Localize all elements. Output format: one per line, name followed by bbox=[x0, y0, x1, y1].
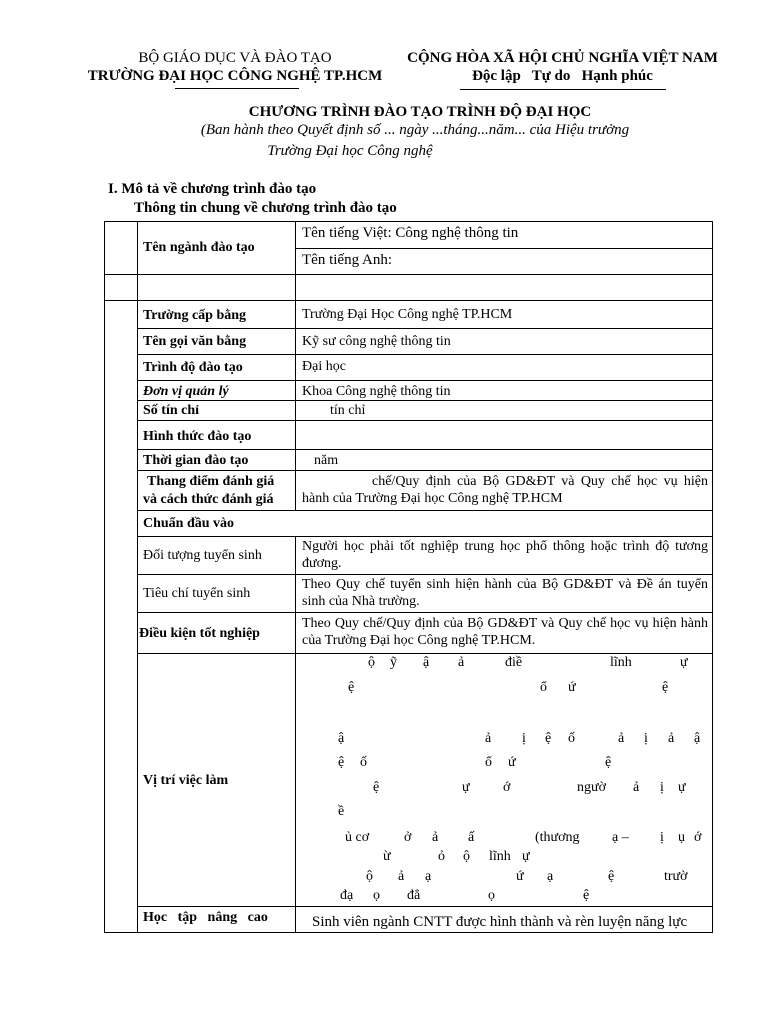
job-fragment: ệ bbox=[608, 869, 615, 884]
job-fragment: ả bbox=[485, 731, 492, 746]
job-fragment: ị bbox=[522, 731, 526, 746]
job-fragment: ự bbox=[522, 849, 530, 864]
job-fragment: ả bbox=[432, 830, 439, 845]
job-fragment: ệ bbox=[338, 755, 345, 770]
university-underline bbox=[175, 88, 299, 89]
job-fragment: ị bbox=[660, 780, 664, 795]
job-fragment: ệ bbox=[373, 780, 380, 795]
job-fragment: ố bbox=[360, 755, 367, 770]
issuer-label: Trường cấp bằng bbox=[143, 308, 247, 323]
program-title: CHƯƠNG TRÌNH ĐÀO TẠO TRÌNH ĐỘ ĐẠI HỌC bbox=[248, 104, 592, 120]
job-fragment: ứ bbox=[516, 869, 524, 884]
job-fragment: (thương bbox=[535, 830, 580, 845]
jobs-label: Vị trí việc làm bbox=[143, 773, 229, 788]
table-border bbox=[137, 328, 713, 329]
motto-underline bbox=[460, 89, 666, 90]
level-label: Trình độ đào tạo bbox=[143, 360, 243, 375]
duration-label: Thời gian đào tạo bbox=[143, 453, 249, 468]
job-fragment: ị bbox=[660, 830, 664, 845]
job-fragment: ụ bbox=[678, 830, 685, 845]
job-fragment: ề bbox=[338, 804, 345, 819]
table-border bbox=[137, 536, 713, 537]
table-border bbox=[295, 221, 296, 511]
further-study-label: Học tập nâng cao bbox=[143, 910, 268, 925]
target-label: Đối tượng tuyển sinh bbox=[143, 548, 262, 563]
entry-label: Chuẩn đầu vào bbox=[143, 516, 235, 531]
table-border bbox=[104, 221, 105, 933]
job-fragment: ổ bbox=[485, 755, 492, 770]
job-fragment: ạ – bbox=[612, 830, 629, 845]
job-fragment: ộ bbox=[366, 869, 373, 884]
major-name-en: Tên tiếng Anh: bbox=[302, 252, 392, 268]
table-border bbox=[137, 574, 713, 575]
job-fragment: lĩnh bbox=[610, 655, 632, 670]
job-fragment: ủ cơ bbox=[345, 830, 370, 845]
job-fragment: ấ bbox=[468, 830, 475, 845]
duration-value: năm bbox=[314, 453, 339, 468]
table-border bbox=[137, 380, 713, 381]
table-border bbox=[137, 510, 713, 511]
ministry-name: BỘ GIÁO DỤC VÀ ĐÀO TẠO bbox=[138, 50, 332, 66]
table-border bbox=[137, 420, 713, 421]
job-fragment: ậ bbox=[338, 731, 345, 746]
job-fragment: ớ bbox=[503, 780, 511, 795]
job-fragment: ệ bbox=[545, 731, 552, 746]
table-border bbox=[137, 449, 713, 450]
job-fragment: ứ bbox=[508, 755, 516, 770]
job-fragment: ả bbox=[618, 731, 625, 746]
table-border bbox=[104, 300, 713, 301]
job-fragment: ệ bbox=[348, 680, 355, 695]
credits-label: Số tín chỉ bbox=[143, 403, 200, 418]
major-name-vi: Tên tiếng Việt: Công nghệ thông tin bbox=[302, 225, 519, 241]
job-fragment: ả bbox=[458, 655, 465, 670]
table-border bbox=[137, 354, 713, 355]
job-fragment: ả bbox=[668, 731, 675, 746]
table-border bbox=[137, 400, 713, 401]
job-fragment: ệ bbox=[662, 680, 669, 695]
job-fragment: ệ bbox=[605, 755, 612, 770]
table-border bbox=[137, 470, 713, 471]
table-border bbox=[137, 906, 713, 907]
job-fragment: ộ bbox=[368, 655, 375, 670]
job-fragment: ọ bbox=[488, 888, 495, 903]
job-fragment: ả bbox=[633, 780, 640, 795]
job-fragment: ả bbox=[398, 869, 405, 884]
table-border bbox=[295, 248, 713, 249]
credits-value: tín chỉ bbox=[330, 403, 366, 418]
grading-value: chế/Quy định của Bộ GD&ĐT và Quy chế học vụ hiện hành của Trường Đại học Công nghệ TP.HCM bbox=[302, 474, 708, 506]
job-fragment: ố bbox=[568, 731, 575, 746]
criteria-label: Tiêu chí tuyển sinh bbox=[143, 586, 251, 601]
national-motto: Độc lập Tự do Hạnh phúc bbox=[472, 68, 653, 84]
job-fragment: ứ bbox=[568, 680, 576, 695]
job-fragment: ừ bbox=[383, 849, 391, 864]
level-value: Đại học bbox=[302, 359, 346, 374]
job-fragment: ự bbox=[678, 780, 686, 795]
graduation-value: Theo Quy chế/Quy định của Bộ GD&ĐT và Quy chế học vụ hiện hành của Trường Đại học Công nghệ TP.HCM. bbox=[302, 616, 708, 648]
unit-label: Đơn vị quản lý bbox=[143, 384, 229, 399]
job-fragment: ở bbox=[404, 830, 412, 845]
university-name: TRƯỜNG ĐẠI HỌC CÔNG NGHỆ TP.HCM bbox=[87, 68, 383, 84]
decision-line-1: (Ban hành theo Quyết định số ... ngày ...tháng...năm... của Hiệu trưởng bbox=[200, 122, 630, 138]
job-fragment: ự bbox=[462, 780, 470, 795]
graduation-label: Điều kiện tốt nghiệp bbox=[139, 626, 260, 641]
job-fragment: ệ bbox=[583, 888, 590, 903]
degree-value: Kỹ sư công nghệ thông tin bbox=[302, 334, 451, 349]
job-fragment: điề bbox=[505, 655, 523, 670]
target-value: Người học phải tốt nghiệp trung học phổ thông hoặc trình độ tương đương. bbox=[302, 539, 708, 571]
mode-label: Hình thức đào tạo bbox=[143, 429, 252, 444]
job-fragment: ngườ bbox=[577, 780, 606, 795]
table-border bbox=[104, 274, 713, 275]
job-fragment: ộ bbox=[463, 849, 470, 864]
table-border bbox=[104, 932, 713, 933]
criteria-value: Theo Quy chế tuyển sinh hiện hành của Bộ GD&ĐT và Đề án tuyển sinh của Nhà trường. bbox=[302, 577, 708, 609]
decision-line-2: Trường Đại học Công nghệ bbox=[267, 143, 433, 159]
job-fragment: ọ bbox=[373, 888, 380, 903]
job-fragment: đẳ bbox=[407, 888, 421, 903]
table-border bbox=[295, 537, 296, 933]
grading-label-line2: và cách thức đánh giá bbox=[143, 492, 274, 507]
job-fragment: ỏ bbox=[438, 849, 445, 864]
table-border bbox=[104, 221, 713, 222]
job-fragment: ổ bbox=[540, 680, 547, 695]
job-fragment: ậ bbox=[694, 731, 701, 746]
job-fragment: ỹ bbox=[390, 655, 397, 670]
job-fragment: ớ bbox=[694, 830, 702, 845]
republic-name: CỘNG HÒA XÃ HỘI CHỦ NGHĨA VIỆT NAM bbox=[407, 50, 718, 66]
section-subheading: Thông tin chung về chương trình đào tạo bbox=[134, 200, 397, 216]
unit-value: Khoa Công nghệ thông tin bbox=[302, 384, 451, 399]
job-fragment: ự bbox=[680, 655, 688, 670]
grading-label-line1: Thang điểm đánh giá bbox=[147, 474, 275, 489]
job-fragment: ạ bbox=[547, 869, 554, 884]
major-label: Tên ngành đào tạo bbox=[143, 240, 255, 255]
further-study-value: Sinh viên ngành CNTT được hình thành và rèn luyện năng lực bbox=[312, 914, 688, 930]
job-fragment: ậ bbox=[423, 655, 430, 670]
issuer-value: Trường Đại Học Công nghệ TP.HCM bbox=[302, 307, 513, 322]
job-fragment: lĩnh bbox=[489, 849, 511, 864]
degree-label: Tên gọi văn bằng bbox=[143, 334, 247, 349]
job-fragment: ạ bbox=[425, 869, 432, 884]
job-fragment: ị bbox=[644, 731, 648, 746]
table-border bbox=[137, 653, 713, 654]
section-heading: I. Mô tả về chương trình đào tạo bbox=[108, 181, 317, 197]
table-border bbox=[137, 612, 713, 613]
job-fragment: đạ bbox=[340, 888, 354, 903]
job-fragment: trườ bbox=[664, 869, 688, 884]
